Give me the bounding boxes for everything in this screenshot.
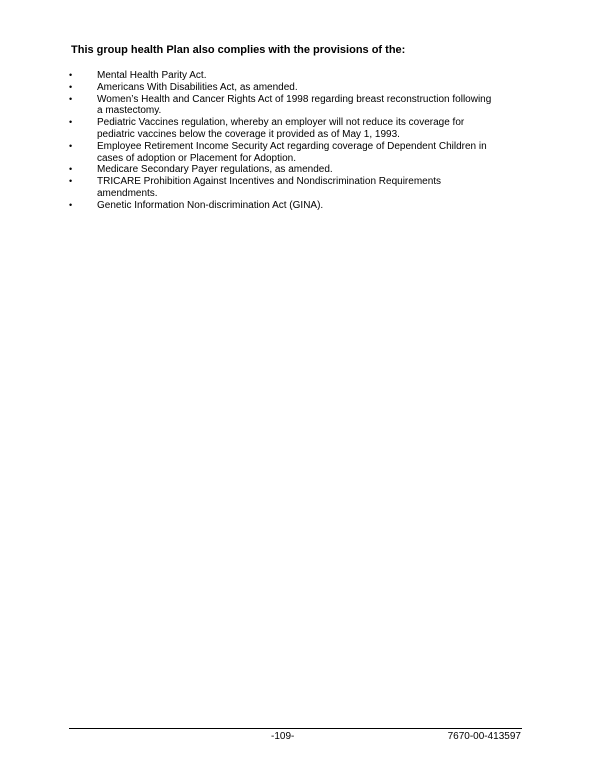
bullet-icon: • bbox=[69, 199, 73, 210]
list-item-text: TRICARE Prohibition Against Incentives and Nondiscrimination Requirements amendments. bbox=[97, 176, 442, 199]
bullet-icon: • bbox=[69, 164, 73, 175]
footer-divider bbox=[69, 728, 522, 729]
page-number: -109- bbox=[271, 731, 295, 742]
list-item bbox=[0, 176, 497, 200]
bullet-icon: • bbox=[69, 140, 73, 151]
list-item-text: Genetic Information Non-discrimination Act (GINA). bbox=[97, 199, 324, 211]
bullet-icon: • bbox=[69, 117, 73, 128]
section-heading: This group health Plan also complies with the provisions of the: bbox=[71, 44, 406, 56]
list-item bbox=[0, 70, 497, 82]
bullet-icon: • bbox=[69, 70, 73, 80]
bullet-icon: • bbox=[69, 176, 73, 187]
list-item bbox=[0, 164, 497, 176]
list-item-text: Americans With Disabilities Act, as amended. bbox=[97, 81, 298, 93]
list-item bbox=[0, 141, 497, 165]
list-item-text: Mental Health Parity Act. bbox=[97, 70, 207, 81]
list-item-text: Pediatric Vaccines regulation, whereby an employer will not reduce its coverage for pediatric vaccines below the coverage it provided as of May 1, 1993. bbox=[97, 117, 465, 140]
list-item-text: Medicare Secondary Payer regulations, as amended. bbox=[97, 164, 333, 176]
list-item bbox=[0, 94, 497, 118]
list-item-text: Employee Retirement Income Security Act regarding coverage of Dependent Children in cases of adoption or Placement for Adoption. bbox=[97, 140, 487, 164]
bullet-icon: • bbox=[69, 81, 73, 92]
provisions-list bbox=[0, 70, 600, 212]
list-item-text: Women’s Health and Cancer Rights Act of 1998 regarding breast reconstruction following a mastectomy. bbox=[97, 93, 492, 117]
bullet-icon: • bbox=[69, 93, 73, 104]
document-number: 7670-00-413597 bbox=[447, 731, 521, 742]
list-item bbox=[0, 82, 497, 94]
list-item bbox=[0, 200, 497, 212]
list-item bbox=[0, 117, 497, 141]
